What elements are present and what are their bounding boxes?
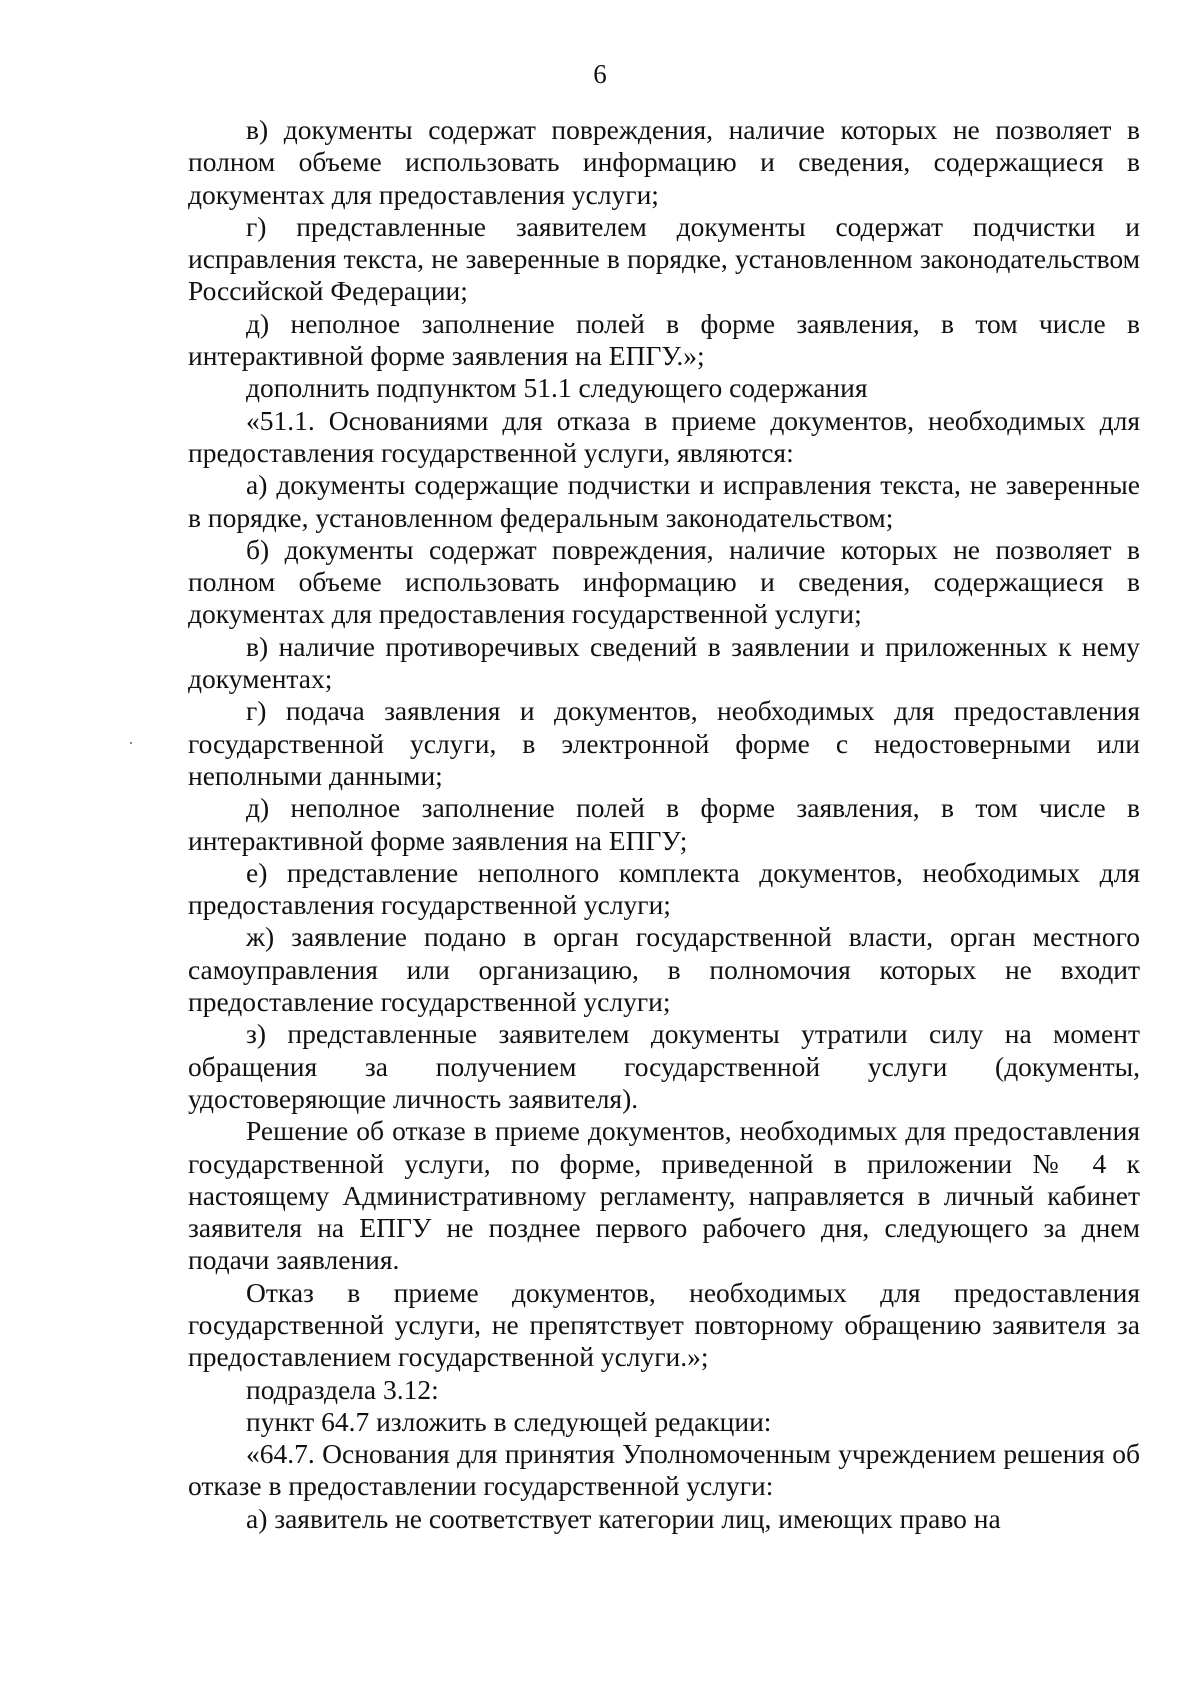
document-body (188, 114, 1140, 1535)
paragraph-51-1-a: а) документы содержащие подчистки и исправления текста, не заверенные в порядке, установленном федеральным законодательством; (188, 469, 1140, 533)
page-number: 6 (593, 59, 607, 89)
paragraph-v-damaged-documents: в) документы содержат повреждения, наличие которых не позволяет в полном объеме использовать информацию и сведения, содержащиеся в документах для предоставления услуги; (188, 114, 1140, 210)
paragraph-64-7-heading: «64.7. Основания для принятия Уполномоченным учреждением решения об отказе в предоставлении государственной услуги: (188, 1438, 1140, 1502)
paragraph-refusal-decision: Решение об отказе в приеме документов, необходимых для предоставления государственной услуги, по форме, приведенной в приложении № 4 к настоящему Административному регламенту, направляется в личный кабинет заявителя на ЕПГУ не позднее первого рабочего дня, следующего за днем подачи заявления. (188, 1115, 1140, 1276)
paragraph-refusal-no-obstacle: Отказ в приеме документов, необходимых для предоставления государственной услуги, не препятствует повторному обращению заявителя за предоставлением государственной услуги.»; (188, 1276, 1140, 1373)
paragraph-51-1-b: б) документы содержат повреждения, наличие которых не позволяет в полном объеме использовать информацию и сведения, содержащиеся в документах для предоставления государственной услуги; (188, 533, 1140, 630)
paragraph-d-incomplete-form: д) неполное заполнение полей в форме заявления, в том числе в интерактивной форме заявления на ЕПГУ.»; (188, 307, 1140, 372)
paragraph-add-subpoint: дополнить подпунктом 51.1 следующего содержания (246, 372, 868, 404)
paragraph-51-1-g: г) подача заявления и документов, необходимых для предоставления государственной услуги, в электронной форме с недостоверными или неполными данными; (188, 695, 1140, 791)
scan-speck (130, 742, 132, 744)
paragraph-51-1-zh: ж) заявление подано в орган государственной власти, орган местного самоуправления или организацию, в полномочия которых не входит предоставление государственной услуги; (188, 921, 1140, 1018)
paragraph-51-1-d: д) неполное заполнение полей в форме заявления, в том числе в интерактивной форме заявления на ЕПГУ; (188, 792, 1140, 856)
paragraph-51-1-heading: «51.1. Основаниями для отказа в приеме документов, необходимых для предоставления государственной услуги, являются: (188, 404, 1140, 468)
paragraph-subsection-3-12: подраздела 3.12: (246, 1373, 439, 1405)
paragraph-51-1-z: з) представленные заявителем документы утратили силу на момент обращения за получением государственной услуги (документы, удостоверяющие личность заявителя). (188, 1018, 1140, 1114)
paragraph-point-64-7-edit: пункт 64.7 изложить в следующей редакции: (246, 1405, 772, 1437)
paragraph-51-1-v: в) наличие противоречивых сведений в заявлении и приложенных к нему документах; (188, 630, 1140, 695)
paragraph-64-7-a: а) заявитель не соответствует категории лиц, имеющих право на (246, 1502, 1001, 1534)
paragraph-g-corrections: г) представленные заявителем документы содержат подчистки и исправления текста, не заверенные в порядке, установленном законодательством Российской Федерации; (188, 210, 1140, 307)
paragraph-51-1-e: е) представление неполного комплекта документов, необходимых для предоставления государственной услуги; (188, 856, 1140, 921)
